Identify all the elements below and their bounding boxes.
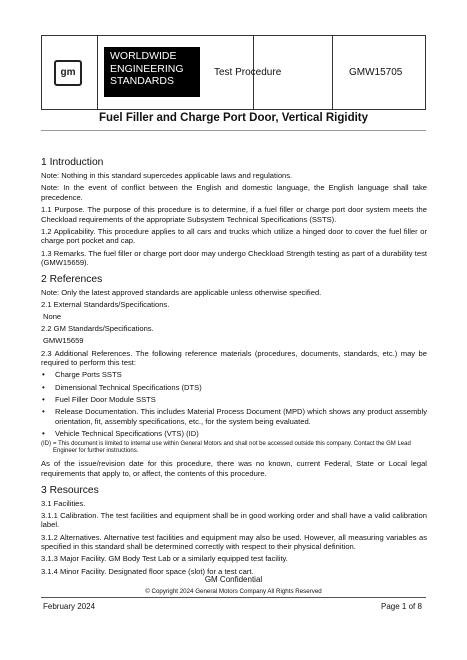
paragraph: Note: Nothing in this standard supercedes applicable laws and regulations. — [41, 171, 293, 180]
logo-cell — [42, 36, 98, 109]
document-body — [41, 157, 427, 579]
paragraph: 3.1 Facilities. — [41, 498, 86, 508]
paragraph: 1.2 Applicability. This procedure applies to all cars and trucks which utilize a hinged door to cover the fuel filler or charge port pocket and cap. — [41, 226, 427, 246]
paragraph: 2.2 GM Standards/Specifications. — [41, 324, 154, 334]
paragraph: GMW15659 — [43, 336, 84, 346]
paragraph: 2.3 Additional References. The following reference materials (procedures, documents, standards, etc.) may be required to perform this test: — [41, 348, 427, 368]
doc-code: GMW15705 — [349, 67, 403, 78]
list-item: • Fuel Filler Door Module SSTS — [41, 395, 427, 405]
footer-divider — [41, 597, 426, 598]
confidential-label: GM Confidential — [204, 575, 263, 584]
org-line: STANDARDS — [110, 75, 174, 87]
reference-list — [41, 370, 427, 438]
org-line: WORLDWIDE — [110, 50, 177, 62]
footer-date: February 2024 — [43, 602, 96, 611]
paragraph: 1.1 Purpose. The purpose of this procedure is to determine, if a fuel filler or charge port door system meets the Checkload requirements of the appropriate Subsystem Technical Specifications (SSTS). — [41, 204, 427, 224]
note-key: (ID) — [41, 440, 51, 447]
page-number: Page 1 of 8 — [381, 602, 422, 611]
document-title: Fuel Filler and Charge Port Door, Vertical Rigidity — [98, 112, 369, 124]
paragraph: 1.3 Remarks. The fuel filler or charge port door may undergo Checkload Strength testing as part of a durability test (GMW15659). — [41, 248, 427, 268]
section-heading: 1 Introduction — [41, 157, 104, 168]
list-item: • Release Documentation. This includes Material Process Document (MPD) which shows any product assembly orientation, fit, assembly specifications, etc., for the system being evaluated. — [41, 407, 427, 426]
paragraph: 3.1.1 Calibration. The test facilities and equipment shall be in good working order and shall have a valid calibration label. — [41, 510, 427, 530]
paragraph: Note: In the event of conflict between the English and domestic language, the English language shall take precedence. — [41, 183, 427, 202]
copyright-text: © Copyright 2024 General Motors Company All Rights Reserved — [145, 588, 322, 595]
title-divider — [41, 130, 426, 131]
code-cell — [332, 36, 427, 109]
list-item: • Dimensional Technical Specifications (DTS) — [41, 383, 427, 393]
internal-use-note — [41, 441, 427, 455]
list-item: • Vehicle Technical Specifications (VTS) (ID) — [41, 429, 427, 439]
note-text: = This document is limited to internal use within General Motors and shall not be accessed outside this company. Contact the GM Lead Engineer for further instructions. — [53, 440, 411, 455]
paragraph: 3.1.2 Alternatives. Alternative test facilities and equipment may also be used. However, all measuring variables as specified in this standard shall be determined correctly with respect to their physical definition. — [41, 532, 427, 552]
gm-logo: gm — [54, 60, 82, 86]
paragraph: 3.1.4 Minor Facility. Designated floor space (slot) for a test cart. — [41, 566, 254, 576]
org-line: ENGINEERING — [110, 62, 184, 75]
org-label — [104, 47, 200, 97]
paragraph: 2.1 External Standards/Specifications. — [41, 299, 170, 309]
list-item: • Charge Ports SSTS — [41, 370, 427, 380]
header-box — [41, 35, 426, 110]
paragraph: 3.1.3 Major Facility. GM Body Test Lab or a similarly equipped test facility. — [41, 554, 288, 564]
paragraph: As of the issue/revision date for this procedure, there was no known, current Federal, State or Local legal requirements that apply to, or affect, the contents of this procedure. — [41, 459, 427, 478]
doc-type: Test Procedure — [214, 67, 282, 78]
section-heading: 2 References — [41, 273, 103, 285]
paragraph: Note: Only the latest approved standards are applicable unless otherwise specified. — [41, 287, 322, 297]
paragraph: None — [43, 312, 62, 322]
section-heading: 3 Resources — [41, 484, 99, 496]
